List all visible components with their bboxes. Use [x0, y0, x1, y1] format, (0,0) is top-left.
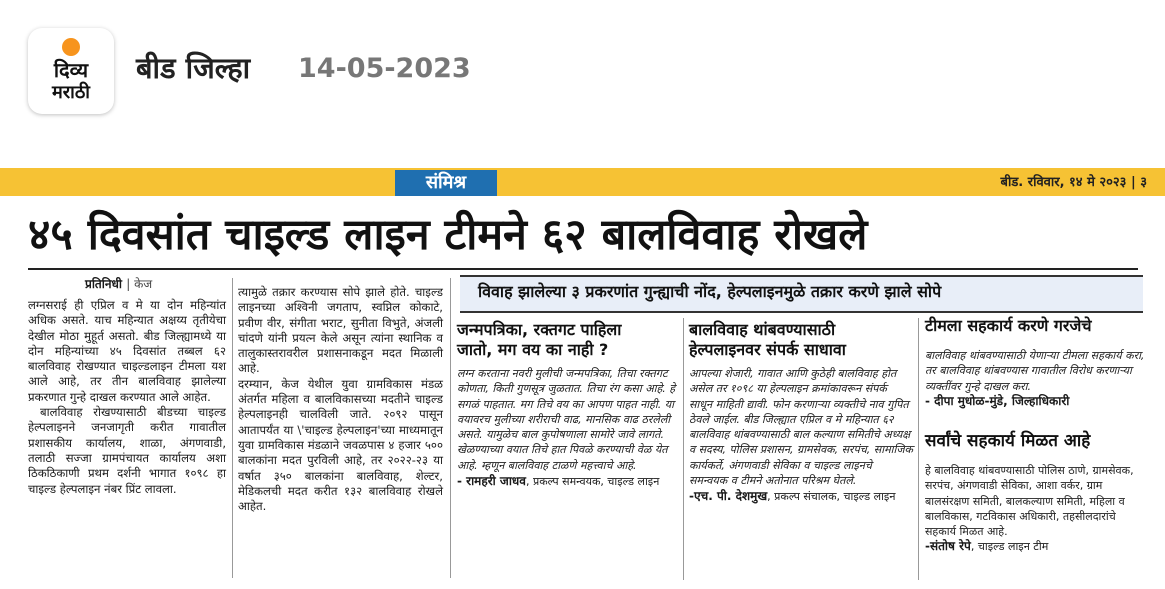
box-body: बालविवाह थांबवण्यासाठी येणाऱ्या टीमला सहकार्य करा, तर बालविवाह थांबवण्यास गावातील विरोध करणाऱ्या व्यक्तींवर गुन्हे दाखल करा. [925, 349, 1145, 393]
signature-name: -संतोष रेपे [925, 539, 971, 554]
article-column-2 [238, 285, 443, 514]
divya-marathi-logo [28, 28, 114, 114]
box-body: लग्न करताना नवरी मुलीची जन्मपत्रिका, तिचा रक्तगट कोणता, किती गुणसूत्र जुळतात. तिचा रंग कसा आहे. हे सगळं पाहतात. मग तिचे वय का आपण पाहत नाही. या वयावरच मुलीच्या शरीराची वाढ, मानसिक वाढ ठरलेली असते. यामुळेच बाल कुपोषणाला सामोरे जावे लागते. खेळण्याच्या वयात तिचे हात पिवळे करण्याची वेळ येत आहे. म्हणून बालविवाह टाळणे महत्त्वाचे आहे. [457, 367, 676, 472]
headline-rule [28, 268, 1138, 270]
signature-role: , चाइल्ड लाइन टीम [970, 540, 1049, 554]
byline [85, 276, 152, 292]
subheadline: विवाह झालेल्या ३ प्रकरणांत गुन्ह्याची नोंद, हेल्पलाइनमुळे तक्रार करणे झाले सोपे [478, 282, 942, 301]
byline-author: प्रतिनिधी [85, 277, 123, 291]
signature-role: , प्रकल्प समन्वयक, चाइल्ड लाइन [525, 475, 660, 489]
section-band [0, 168, 1165, 196]
box-horoscope [457, 320, 679, 489]
box-title: सर्वांचे सहकार्य मिळत आहे [925, 431, 1091, 451]
logo-line1: दिव्य [53, 58, 89, 82]
byline-place: | केज [126, 277, 153, 291]
column-divider [450, 278, 451, 578]
headline: ४५ दिवसांत चाइल्ड लाइन टीमने ६२ बालविवाह रोखले [28, 210, 868, 260]
box-title: जातो, मग वय का नाही ? [457, 340, 609, 359]
sun-icon [62, 38, 80, 56]
box-title: जन्मपत्रिका, रक्तगट पाहिला [457, 320, 622, 339]
box-signature [925, 539, 1145, 554]
logo-line2: मराठी [52, 82, 90, 103]
paragraph: दरम्यान, केज येथील युवा ग्रामविकास मंडळ अंतर्गत महिला व बालविकासच्या मदतीने चाइल्ड हेल्पलाइनही चालविली जाते. २०९२ पासून आतापर्यंत या \'चाइल्ड हेल्पलाइन'च्या माध्यमातून युवा ग्रामविकास मंडळाने जवळपास ४ हजार ५०० बालकांना मदत पुरविली आहे, तर २०२२-२३ या वर्षात ३५० बालकांना बालविवाह, शेल्टर, मेडिकलची मदत करीत १३२ बालविवाह रोखले आहेत. [238, 376, 443, 514]
section-label: संमिश्र [395, 170, 497, 196]
paragraph: लग्नसराई ही एप्रिल व मे या दोन महिन्यांत अधिक असते. याच महिन्यात अक्षय्य तृतीयेचा देखील मोठा मुहूर्त असतो. बीड जिल्ह्यामध्ये या दोन महिन्यांच्या ४५ दिवसांत तब्बल ६२ बालविवाह रोखण्यात चाइल्डलाइन टीमला यश आले आहे, तर तीन बालविवाह झालेल्या प्रकरणात गुन्हे दाखल करण्यात आले आहेत. [28, 298, 226, 404]
box-helpline [689, 320, 913, 504]
box-title: टीमला सहकार्य करणे गरजेचे [925, 316, 1092, 335]
box-title: हेल्पलाइनवर संपर्क साधावा [689, 340, 846, 359]
box-cooperate-team [925, 316, 1145, 409]
box-signature [457, 474, 679, 489]
column-divider [683, 318, 684, 580]
district-title: बीड जिल्हा [136, 51, 251, 85]
box-body: आपल्या शेजारी, गावात आणि कुठेही बालविवाह होत असेल तर १०९८ या हेल्पलाइन क्रमांकावरून संपर्क साधून माहिती द्यावी. फोन करणाऱ्या व्यक्तीचे नाव गुपित ठेवले जाईल. बीड जिल्ह्यात एप्रिल व मे महिन्यात ६२ बालविवाह थांबवण्यासाठी बाल कल्याण समितीचे अध्यक्ष व सदस्य, पोलिस प्रशासन, ग्रामसेवक, सरपंच, सामाजिक कार्यकर्ते, अंगणवाडी सेविका व चाइल्ड लाइनचे समन्वयक व टीमने अतोनात परिश्रम घेतले. [689, 367, 913, 488]
column-divider [918, 318, 919, 580]
signature-role: , प्रकल्प संचालक, चाइल्ड लाइन [767, 490, 896, 504]
paragraph: बालविवाह रोखण्यासाठी बीडच्या चाइल्ड हेल्पलाइनने जनजागृती करीत गावातील प्रशासकीय कार्यालय, शाळा, अंगणवाडी, तलाठी सज्जा ग्रामपंचायत कार्यालय अशा ठिकठिकाणी प्रथम दर्शनी भागात १०९८ हा चाइल्ड हेल्पलाइन नंबर प्रिंट लावला. [28, 405, 226, 496]
signature-name: - रामहरी जाधव [457, 474, 526, 489]
box-signature: - दीपा मुधोळ-मुंडे, जिल्हाधिकारी [925, 393, 1070, 408]
edition-date: 14-05-2023 [298, 53, 471, 84]
box-everyone-cooperation [925, 431, 1145, 554]
paragraph: त्यामुळे तक्रार करण्यास सोपे झाले होते. चाइल्ड लाइनच्या अश्विनी जगताप, स्वप्निल कोकाटे, प्रवीण वीर, संगीता भराट, सुनीता विभुते, अंजली चांदणे यांनी प्रयत्न केले असून त्यांना स्थानिक व तालुकास्तरावरील प्रशासनाकडून मदत मिळाली आहे. [238, 285, 443, 376]
column-divider [232, 278, 233, 578]
edition-info: बीड. रविवार, १४ मे २०२३ | ३ [1000, 175, 1147, 190]
article-column-1 [28, 298, 226, 497]
box-body: हे बालविवाह थांबवण्यासाठी पोलिस ठाणे, ग्रामसेवक, सरपंच, अंगणवाडी सेविका, आशा वर्कर, ग्राम बालसंरक्षण समिती, बालकल्याण समिती, महिला व बालविकास, गटविकास अधिकारी, तहसीलदारांचे सहकार्य मिळत आहे. [925, 464, 1134, 539]
box-signature [689, 489, 913, 504]
box-title: बालविवाह थांबवण्यासाठी [689, 320, 836, 339]
signature-name: -एच. पी. देशमुख [689, 489, 768, 504]
